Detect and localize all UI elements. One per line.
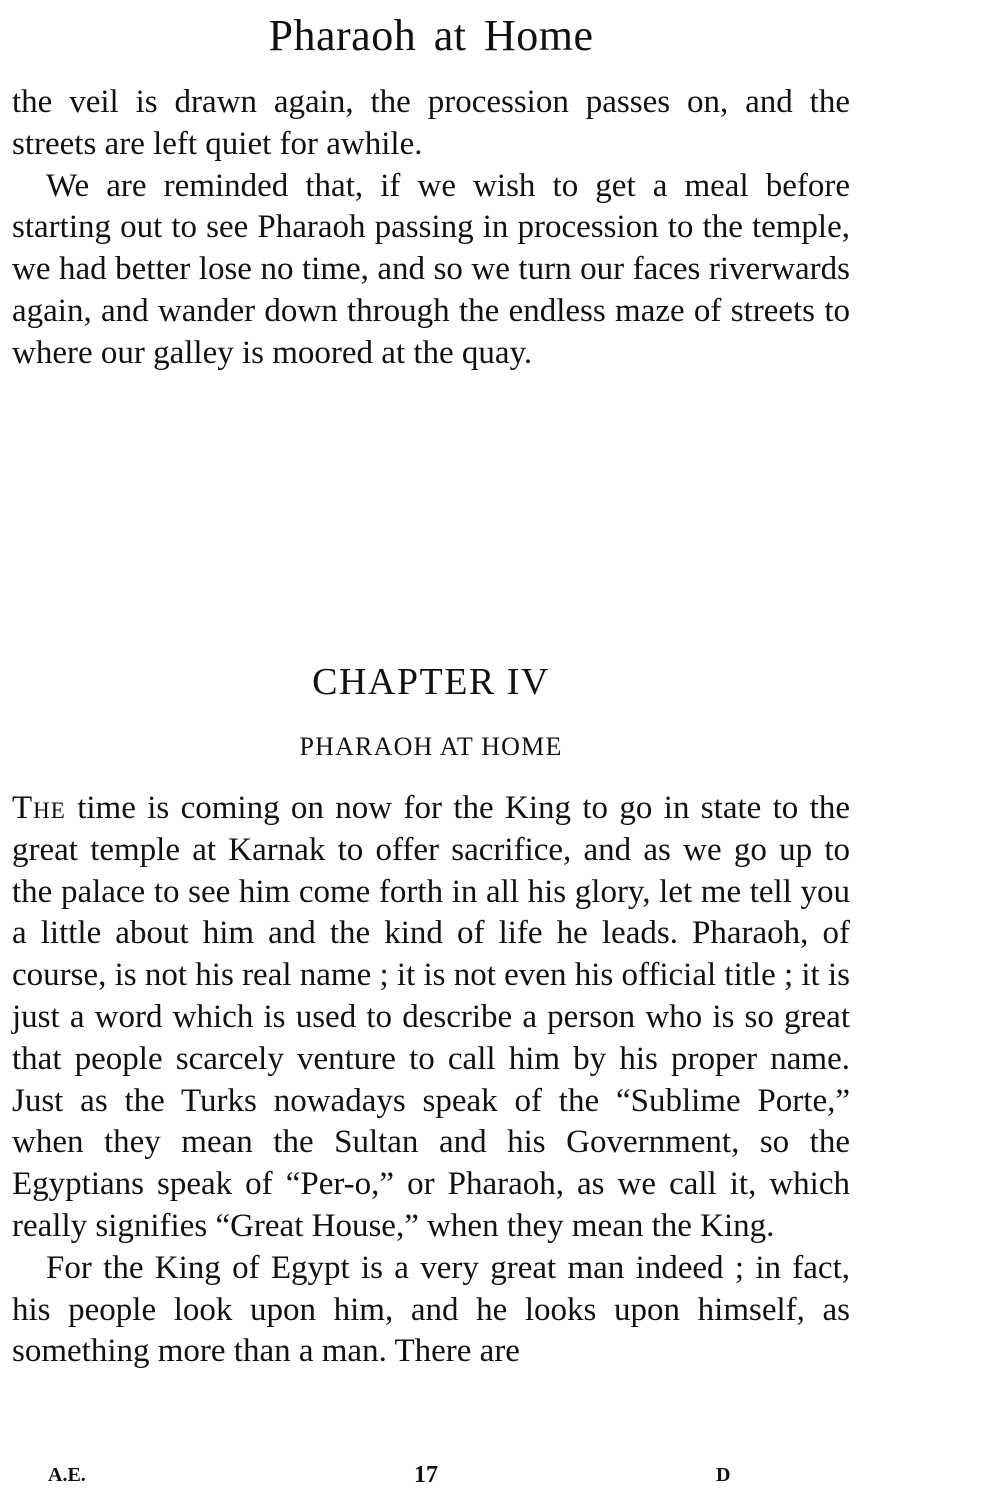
paragraph: For the King of Egypt is a very great man indeed ; in fact, his people look upon him, and he looks upon himself, as something more than a man. There are (12, 1249, 850, 1370)
running-head: Pharaoh at Home (268, 11, 594, 60)
chapter-heading: CHAPTER IV (312, 661, 550, 703)
paragraph (12, 788, 850, 1248)
chapter-subtitle: PHARAOH AT HOME (299, 732, 563, 761)
paragraph-text: time is coming on now for the King to go in state to the great temple at Karnak to offer sacrifice, and as we go up to the palace to see him come forth in all his glory, let me tell you a little about him and the kind of life he leads. Pharaoh, of course, is not his real name ; it is not even his official title ; it is just a word which is used to describe a person who is so great that people scarcely venture to call him by his proper name. Just as the Turks nowadays speak of the “Sublime Porte,” when they mean the Sultan and his Government, so the Egyptians speak of “Per-o,” or Pharaoh, as we call it, which really signifies “Great House,” when they mean the King. (12, 790, 850, 1244)
chapter-text (12, 788, 850, 1373)
paragraph: We are reminded that, if we wish to get a meal before starting out to see Pharaoh passing in procession to the temple, we had better lose no time, and so we turn our faces riverwards again, and wander down through the endless maze of streets to where our galley is moored at the quay. (12, 167, 850, 371)
page-footer (0, 1455, 1000, 1495)
sheet-letter: D (716, 1464, 731, 1486)
page-number: 17 (414, 1462, 438, 1488)
signature-mark: A.E. (48, 1464, 86, 1486)
continuation-text (12, 82, 850, 375)
paragraph: the veil is drawn again, the procession passes on, and the streets are left quiet for awhile. (12, 84, 850, 162)
lead-word: The (12, 790, 66, 826)
